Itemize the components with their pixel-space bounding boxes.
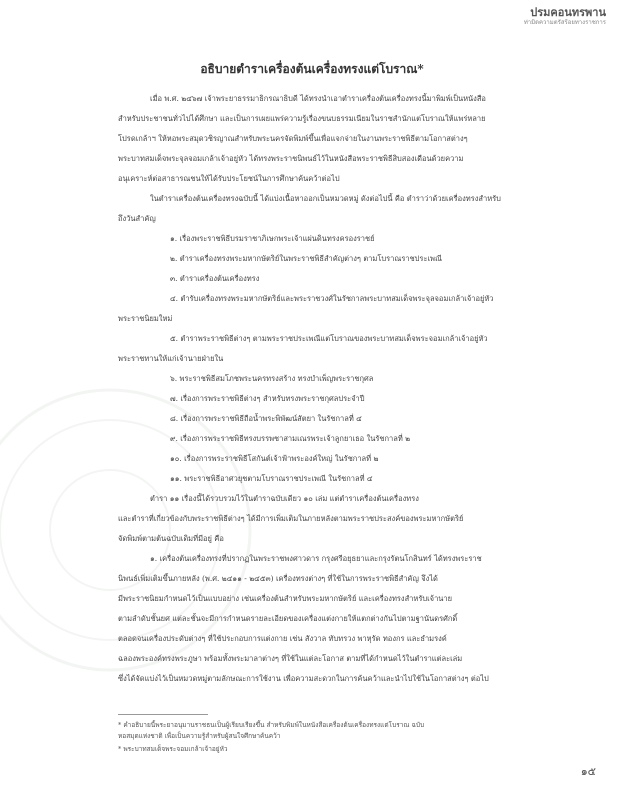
body-line: ถึงวันสำคัญ <box>118 214 156 223</box>
header-title: ปรมคอนทรพาน <box>530 6 606 19</box>
body-line: มีพระราชนิยมกำหนดไว้เป็นแบบอย่าง เช่นเครื่องต้นสำหรับพระมหากษัตริย์ และเครื่องทรงสำหรับเจ้านาย <box>118 594 453 603</box>
body-line: ๕. ตำราพระราชพิธีต่างๆ ตามพระราชประเพณีแต่โบราณของพระบาทสมเด็จพระจอมเกล้าเจ้าอยู่หัว <box>170 334 488 343</box>
body-line: สำหรับประชาชนทั่วไปได้ศึกษา และเป็นการเผยแพร่ความรู้เรื่องขนบธรรมเนียมในราชสำนักแต่โบราณให้แพร่หลาย <box>118 114 486 123</box>
body-line: ๑. เครื่องต้นเครื่องทรงที่ปรากฏในพระราชพงศาวดาร กรุงศรีอยุธยาและกรุงรัตนโกสินทร์ ได้ทรงพระราช <box>150 554 482 563</box>
body-line: พระราชทานให้แก่เจ้านายฝ่ายใน <box>118 354 224 363</box>
body-line: ซึ่งได้จัดแบ่งไว้เป็นหมวดหมู่ตามลักษณะการใช้งาน เพื่อความสะดวกในการค้นคว้าและนำไปใช้ในโอกาสต่างๆ ต่อไป <box>118 674 489 683</box>
footnote-1: * คำอธิบายนี้พระยาอนุมานราชธนเป็นผู้เรียบเรียงขึ้น สำหรับพิมพ์ในหนังสือเครื่องต้นเครื่องทรงแต่โบราณ ฉบับ <box>118 721 425 729</box>
body-line: ตำรา ๑๑ เรื่องนี้ได้รวบรวมไว้ในตำราฉบับเดียว ๑๐ เล่ม แต่ตำราเครื่องต้นเครื่องทรง <box>150 494 419 503</box>
body-line: และตำราที่เกี่ยวข้องกับพระราชพิธีต่างๆ ได้มีการเพิ่มเติมในภายหลังตามพระราชประสงค์ของพระมหากษัตริย์ <box>118 514 464 523</box>
page-number: ๑๕ <box>580 765 596 778</box>
document-title: อธิบายตำราเครื่องต้นเครื่องทรงแต่โบราณ* <box>200 62 424 76</box>
body-line: ๗. เรื่องการพระราชพิธีต่างๆ สำหรับทรงพระราชกุศลประจำปี <box>170 394 365 403</box>
body-line: ๒. ตำราเครื่องทรงพระมหากษัตริย์ในพระราชพิธีสำคัญต่างๆ ตามโบราณราชประเพณี <box>170 254 442 263</box>
body-line: จัดพิมพ์ตามต้นฉบับเดิมที่มีอยู่ คือ <box>118 534 224 543</box>
body-line: เมื่อ พ.ศ. ๒๔๖๗ เจ้าพระยาธรรมาธิกรณาธิบดี ได้ทรงนำเอาตำราเครื่องต้นเครื่องทรงนี้มาพิมพ์เป็นหนังสือ <box>150 94 486 103</box>
body-line: อนุเคราะห์ต่อสาธารณชนให้ได้รับประโยชน์ในการศึกษาค้นคว้าต่อไป <box>118 174 340 183</box>
body-line: พระบาทสมเด็จพระจุลจอมเกล้าเจ้าอยู่หัว ได้ทรงพระราชนิพนธ์ไว้ในหนังสือพระราชพิธีสิบสองเดือนด้วยความ <box>118 154 464 163</box>
body-line: ๓. ตำราเครื่องต้นเครื่องทรง <box>170 274 260 283</box>
footnote-1-cont: หอสมุดแห่งชาติ เพื่อเป็นความรู้สำหรับผู้สนใจศึกษาค้นคว้า <box>118 732 281 740</box>
body-line: นิพนธ์เพิ่มเติมขึ้นภายหลัง (พ.ศ. ๒๔๑๑ - ๒๔๕๓) เครื่องทรงต่างๆ ที่ใช้ในการพระราชพิธีสำคัญ จึงได้ <box>118 574 438 583</box>
body-line: พระราชนิยมใหม่ <box>118 314 173 323</box>
body-line: ๔. ตำรับเครื่องทรงพระมหากษัตริย์และพระราชวงศ์ในรัชกาลพระบาทสมเด็จพระจุลจอมเกล้าเจ้าอยู่หัว <box>170 294 494 303</box>
footnote-divider <box>118 714 208 715</box>
body-line: ๖. พระราชพิธีสมโภชพระนครทรงสร้าง ทรงบำเพ็ญพระราชกุศล <box>170 374 374 383</box>
body-line: ตามลำดับชั้นยศ แต่ละชั้นจะมีการกำหนดรายละเอียดของเครื่องแต่งกายให้แตกต่างกันไปตามฐานันดรศักดิ์ <box>118 614 458 623</box>
body-line: ๑๑. พระราชพิธีอาศวยุชตามโบราณราชประเพณี ในรัชกาลที่ ๔ <box>170 474 373 483</box>
body-line: ฉลองพระองค์ทรงพระภูษา พร้อมทั้งพระมาลาต่างๆ ที่ใช้ในแต่ละโอกาส ตามที่ได้กำหนดไว้ในตำราแต่ละเล่ม <box>118 654 463 663</box>
body-line: ตลอดจนเครื่องประดับต่างๆ ที่ใช้ประกอบการแต่งกาย เช่น สังวาล ทับทรวง พาหุรัด ทองกร และธำมรงค์ <box>118 634 447 643</box>
footnote-2: * พระบาทสมเด็จพระจอมเกล้าเจ้าอยู่หัว <box>118 745 228 753</box>
body-line: โปรดเกล้าฯ ให้หอพระสมุดวชิรญาณสำหรับพระนครจัดพิมพ์ขึ้นเพื่อแจกจ่ายในงานพระราชพิธีตามโอกาสต่างๆ <box>118 134 468 143</box>
body-line: ๑. เรื่องพระราชพิธีบรมราชาภิเษกพระเจ้าแผ่นดินทรงครองราชย์ <box>170 234 375 243</box>
body-line: ๘. เรื่องการพระราชพิธีถือน้ำพระพิพัฒน์สัตยา ในรัชกาลที่ ๔ <box>170 414 362 423</box>
body-line: ๙. เรื่องการพระราชพิธีทรงบรรพชาสามเณรพระเจ้าลูกยาเธอ ในรัชกาลที่ ๒ <box>170 434 411 443</box>
running-header <box>524 6 606 27</box>
header-subtitle: ท่ามิดความตรัสร้อยทางราชการ <box>523 19 606 26</box>
body-line: ๑๐. เรื่องการพระราชพิธีโสกันต์เจ้าฟ้าพระองค์ใหญ่ ในรัชกาลที่ ๒ <box>170 454 379 463</box>
body-line: ในตำราเครื่องต้นเครื่องทรงฉบับนี้ ได้แบ่งเนื้อหาออกเป็นหมวดหมู่ ดังต่อไปนี้ คือ ตำราว่าด้วยเครื่องทรงสำหรับ <box>150 194 501 203</box>
